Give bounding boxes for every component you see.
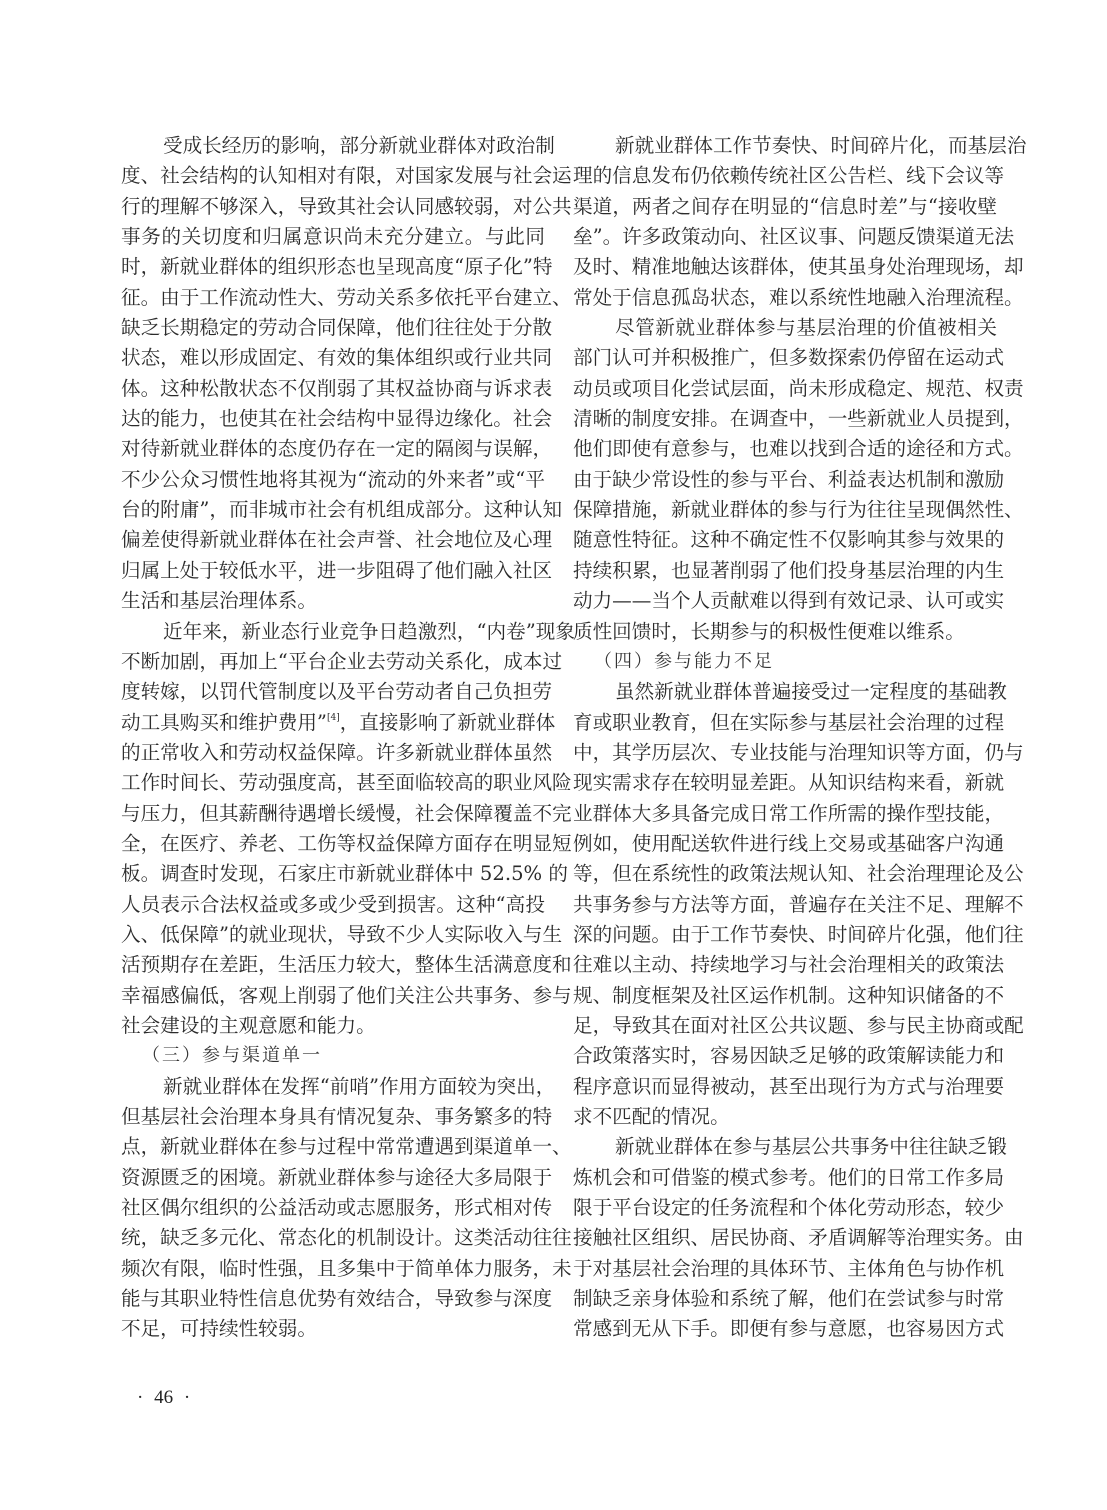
paragraph — [573, 1132, 1024, 1344]
text-line: 统，缺乏多元化、常态化的机制设计。这类活动往往 — [121, 1226, 572, 1250]
text-line: 幸福感偏低，客观上削弱了他们关注公共事务、参与 — [121, 983, 572, 1007]
text-line: 生活和基层治理体系。 — [121, 589, 317, 613]
text-line: 他们即使有意参与，也难以找到合适的途径和方式。 — [573, 437, 1024, 461]
text-line: 不断加剧，再加上“平台企业去劳动关系化，成本过 — [121, 649, 563, 673]
text-line: 度转嫁，以罚代管制度以及平台劳动者自己负担劳 — [121, 680, 553, 704]
text-line: 接触社区组织、居民协商、矛盾调解等治理实务。由 — [573, 1226, 1024, 1250]
text-line: 共事务参与方法等方面，普遍存在关注不足、理解不 — [573, 892, 1024, 916]
text-line: 往难以主动、持续地学习与社会治理相关的政策法 — [573, 953, 1005, 977]
paragraph — [573, 131, 1027, 313]
paragraph — [121, 617, 575, 1042]
paragraph — [121, 1072, 572, 1345]
text-line: 质性回馈时，长期参与的积极性便难以维系。 — [573, 619, 965, 643]
text-line: 部门认可并积极推广，但多数探索仍停留在运动式 — [573, 346, 1005, 370]
text-line: 保障措施，新就业群体的参与行为往往呈现偶然性、 — [573, 498, 1024, 522]
text-line: 规、制度框架及社区运作机制。这种知识储备的不 — [573, 983, 1005, 1007]
text-line: 台的附庸”，而非城市社会有机组成部分。这种认知 — [121, 498, 563, 522]
citation-ref: [4] — [326, 712, 340, 723]
text-line: 新就业群体在参与基层公共事务中往往缺乏锻 — [615, 1135, 1007, 1159]
text-line: 由于缺少常设性的参与平台、利益表达机制和激励 — [573, 467, 1005, 491]
text-line: 不足，可持续性较弱。 — [121, 1317, 317, 1341]
text-line: 社区偶尔组织的公益活动或志愿服务，形式相对传 — [121, 1196, 553, 1220]
text-line: 合政策落实时，容易因缺乏足够的政策解读能力和 — [573, 1044, 1005, 1068]
text-line: 动工具购买和维护费用”[4]，直接影响了新就业群体 — [121, 710, 556, 734]
text-line: 近年来，新业态行业竞争日趋激烈，“内卷”现象 — [163, 619, 575, 643]
text-line: 偏差使得新就业群体在社会声誉、社会地位及心理 — [121, 528, 553, 552]
text-line: 与压力，但其薪酬待遇增长缓慢，社会保障覆盖不完 — [121, 801, 572, 825]
section-heading: （四）参与能力不足 — [594, 650, 774, 672]
text-line: 动员或项目化尝试层面，尚未形成稳定、规范、权责 — [573, 376, 1024, 400]
text-line: 活预期存在差距，生活压力较大，整体生活满意度和 — [121, 953, 572, 977]
text-line: 持续积累，也显著削弱了他们投身基层治理的内生 — [573, 558, 1005, 582]
text-line: 新就业群体在发挥“前哨”作用方面较为突出， — [163, 1074, 556, 1098]
text-line: 人员表示合法权益或多或少受到损害。这种“高投 — [121, 892, 545, 916]
text-line: 育或职业教育，但在实际参与基层社会治理的过程 — [573, 710, 1005, 734]
paragraph — [573, 313, 1024, 647]
text-line: 频次有限，临时性强，且多集中于简单体力服务，未 — [121, 1256, 572, 1280]
text-line: 足，导致其在面对社区公共议题、参与民主协商或配 — [573, 1013, 1024, 1037]
text-line: 常感到无从下手。即便有参与意愿，也容易因方式 — [573, 1317, 1005, 1341]
text-line: 板。调查时发现，石家庄市新就业群体中 52.5% 的 — [121, 862, 568, 886]
text-line: 工作时间长、劳动强度高，甚至面临较高的职业风险 — [121, 771, 572, 795]
right-column — [573, 131, 1027, 1345]
text-line: 的正常收入和劳动权益保障。许多新就业群体虽然 — [121, 740, 553, 764]
text-line: 对待新就业群体的态度仍存在一定的隔阂与误解， — [121, 437, 553, 461]
text-line: 等，但在系统性的政策法规认知、社会治理理论及公 — [573, 862, 1024, 886]
text-line: 求不匹配的情况。 — [573, 1105, 730, 1128]
text-line: 受成长经历的影响，部分新就业群体对政治制 — [163, 134, 555, 157]
text-line: 限于平台设定的任务流程和个体化劳动形态，较少 — [573, 1196, 1005, 1220]
text-line: 炼机会和可借鉴的模式参考。他们的日常工作多局 — [573, 1165, 1005, 1189]
text-line: 虽然新就业群体普遍接受过一定程度的基础教 — [615, 680, 1007, 704]
text-line: 状态，难以形成固定、有效的集体组织或行业共同 — [121, 346, 553, 370]
text-line: 资源匮乏的困境。新就业群体参与途径大多局限于 — [121, 1165, 553, 1189]
text-line: 能与其职业特性信息优势有效结合，导致参与深度 — [121, 1287, 553, 1311]
text-line: 归属上处于较低水平，进一步阻碍了他们融入社区 — [121, 558, 553, 582]
text-line: 制缺乏亲身体验和系统了解，他们在尝试参与时常 — [573, 1287, 1005, 1311]
page-number: · 46 · — [137, 1387, 191, 1408]
left-column — [121, 131, 575, 1345]
text-line: 中，其学历层次、专业技能与治理知识等方面，仍与 — [573, 740, 1024, 764]
text-line: 新就业群体工作节奏快、时间碎片化，而基层治 — [615, 134, 1027, 157]
text-line: 例如，使用配送软件进行线上交易或基础客户沟通 — [573, 831, 1005, 855]
text-line: 业群体大多具备完成日常工作所需的操作型技能， — [573, 801, 1005, 825]
text-line: 度、社会结构的认知相对有限，对国家发展与社会运 — [121, 164, 572, 188]
text-line: 缺乏长期稳定的劳动合同保障，他们往往处于分散 — [121, 316, 553, 340]
text-line: 清晰的制度安排。在调查中，一些新就业人员提到， — [573, 407, 1024, 431]
text-line: 事务的关切度和归属意识尚未充分建立。与此同 — [121, 225, 545, 249]
section-heading: （三）参与渠道单一 — [142, 1045, 322, 1067]
text-line: 常处于信息孤岛状态，难以系统性地融入治理流程。 — [573, 285, 1024, 309]
text-line: 深的问题。由于工作节奏快、时间碎片化强，他们往 — [573, 922, 1024, 946]
text-line: 理的信息发布仍依赖传统社区公告栏、线下会议等 — [573, 164, 1005, 188]
text-line: 不少公众习惯性地将其视为“流动的外来者”或“平 — [121, 467, 545, 491]
paragraph — [573, 677, 1024, 1132]
text-line: 时，新就业群体的组织形态也呈现高度“原子化”特 — [121, 255, 553, 279]
text-line: 但基层社会治理本身具有情况复杂、事务繁多的特 — [121, 1105, 553, 1128]
text-line: 全，在医疗、养老、工伤等权益保障方面存在明显短 — [121, 831, 572, 855]
text-line: 点，新就业群体在参与过程中常常遭遇到渠道单一、 — [121, 1135, 572, 1159]
text-line: 体。这种松散状态不仅削弱了其权益协商与诉求表 — [121, 376, 553, 400]
text-line: 行的理解不够深入，导致其社会认同感较弱，对公共 — [121, 194, 572, 218]
text-line: 入、低保障”的就业现状，导致不少人实际收入与生 — [121, 922, 563, 946]
text-line: 尽管新就业群体参与基层治理的价值被相关 — [615, 316, 997, 340]
text-line: 程序意识而显得被动，甚至出现行为方式与治理要 — [573, 1074, 1005, 1098]
text-line: 渠道，两者之间存在明显的“信息时差”与“接收壁 — [573, 194, 997, 218]
text-line: 于对基层社会治理的具体环节、主体角色与协作机 — [573, 1256, 1005, 1280]
text-line: 现实需求存在较明显差距。从知识结构来看，新就 — [573, 771, 1005, 795]
text-line: 征。由于工作流动性大、劳动关系多依托平台建立、 — [121, 285, 572, 309]
paragraph — [121, 131, 572, 617]
text-line: 达的能力，也使其在社会结构中显得边缘化。社会 — [121, 407, 553, 431]
text-line: 动力——当个人贡献难以得到有效记录、认可或实 — [573, 589, 1005, 613]
text-line: 随意性特征。这种不确定性不仅影响其参与效果的 — [573, 528, 1005, 552]
text-line: 及时、精准地触达该群体，使其虽身处治理现场，却 — [573, 255, 1024, 279]
text-line: 社会建设的主观意愿和能力。 — [121, 1013, 376, 1037]
text-line: 垒”。许多政策动向、社区议事、问题反馈渠道无法 — [573, 225, 1015, 249]
